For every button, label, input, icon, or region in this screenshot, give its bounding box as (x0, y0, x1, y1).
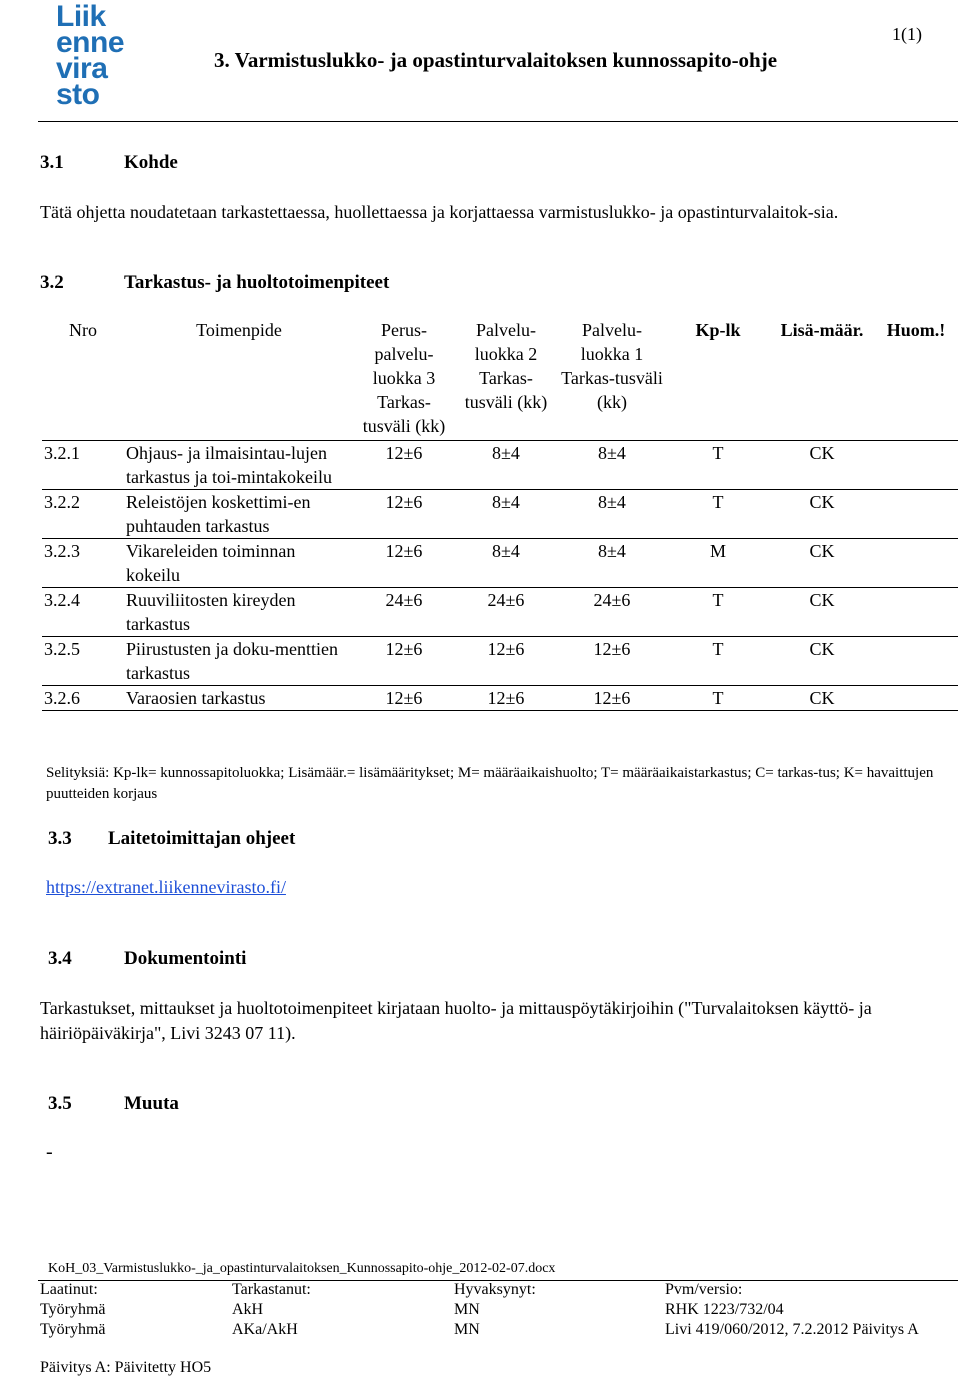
cell-huom (874, 637, 958, 686)
cell-lisa: CK (770, 539, 874, 588)
section-3-4-number: 3.4 (48, 948, 72, 969)
footer-r1-pvm: RHK 1223/732/04 (665, 1301, 784, 1318)
cell-nro: 3.2.1 (42, 441, 124, 490)
cell-lisa: CK (770, 637, 874, 686)
cell-toimenpide: Ruuviliitosten kireyden tarkastus (124, 588, 354, 637)
cell-nro: 3.2.4 (42, 588, 124, 637)
table-row (42, 686, 958, 711)
header-huom: Huom.! (874, 318, 958, 441)
header-pl3: Perus-palvelu-luokka 3 Tarkas-tusväli (kk) (354, 318, 454, 441)
cell-pl2: 12±6 (454, 637, 558, 686)
header-rule (38, 121, 958, 122)
cell-huom (874, 490, 958, 539)
cell-nro: 3.2.2 (42, 490, 124, 539)
header-lisa: Lisä-määr. (770, 318, 874, 441)
section-3-5-title: Muuta (124, 1093, 179, 1114)
logo-line-3: vira (56, 52, 108, 85)
footer-r1-laatinut: Työryhmä (40, 1301, 106, 1318)
header-nro: Nro (42, 318, 124, 441)
legend-text: Kp-lk= kunnossapitoluokka; Lisämäär.= lisämääritykset; M= määräaikaishuolto; T= määräaikaistarkastus; C= tarkas-tus; K= havaittujen puutteiden korjaus (46, 765, 934, 802)
cell-toimenpide: Piirustusten ja doku-menttien tarkastus (124, 637, 354, 686)
footer-r2-tarkastanut: AKa/AkH (232, 1321, 298, 1338)
footer-r1-tarkastanut: AkH (232, 1301, 264, 1318)
table-row (42, 637, 958, 686)
header-pl1: Palvelu-luokka 1 Tarkas-tusväli (kk) (558, 318, 666, 441)
cell-nro: 3.2.3 (42, 539, 124, 588)
cell-pl3: 12±6 (354, 637, 454, 686)
footer-r2-laatinut: Työryhmä (40, 1321, 106, 1338)
cell-pl1: 12±6 (558, 686, 666, 711)
footer-r2-pvm: Livi 419/060/2012, 7.2.2012 Päivitys A (665, 1321, 919, 1338)
section-3-2-number: 3.2 (40, 272, 64, 293)
section-3-1-title: Kohde (124, 152, 178, 173)
section-3-2-title: Tarkastus- ja huoltotoimenpiteet (124, 272, 390, 293)
cell-nro: 3.2.5 (42, 637, 124, 686)
section-3-3-title: Laitetoimittajan ohjeet (108, 828, 296, 849)
logo (56, 0, 156, 111)
legend-label: Selityksiä: (46, 765, 110, 781)
cell-huom (874, 588, 958, 637)
cell-kplk: T (666, 686, 770, 711)
page-number: 1(1) (892, 24, 922, 44)
footer-r2-hyvaksynyt: MN (454, 1321, 480, 1338)
cell-pl1: 8±4 (558, 539, 666, 588)
section-3-4-title: Dokumentointi (124, 948, 247, 969)
maintenance-table (42, 318, 958, 711)
cell-toimenpide: Releistöjen koskettimi-en puhtauden tarkastus (124, 490, 354, 539)
cell-pl2: 8±4 (454, 441, 558, 490)
header-toimenpide: Toimenpide (124, 318, 354, 441)
cell-pl1: 12±6 (558, 637, 666, 686)
cell-nro: 3.2.6 (42, 686, 124, 711)
cell-kplk: T (666, 490, 770, 539)
section-3-5-number: 3.5 (48, 1093, 72, 1114)
cell-lisa: CK (770, 441, 874, 490)
cell-pl2: 12±6 (454, 686, 558, 711)
footer-filename: KoH_03_Varmistuslukko-_ja_opastinturvalaitoksen_Kunnossapito-ohje_2012-02-07.docx (48, 1261, 556, 1276)
section-3-4-text: Tarkastukset, mittaukset ja huoltotoimenpiteet kirjataan huolto- ja mittauspöytäkirjoihin ("Turvalaitoksen käyttö- ja häiriöpäiväkirja", Livi 3243 07 11). (40, 998, 872, 1043)
cell-pl1: 8±4 (558, 441, 666, 490)
section-3-5-text: - (46, 1141, 53, 1163)
footer-update-note: Päivitys A: Päivitetty HO5 (40, 1359, 212, 1376)
extranet-link[interactable]: https://extranet.liikennevirasto.fi/ (46, 877, 286, 897)
cell-toimenpide: Ohjaus- ja ilmaisintau-lujen tarkastus ja toi-mintakokeilu (124, 441, 354, 490)
section-3-1-text: Tätä ohjetta noudatetaan tarkastettaessa, huollettaessa ja korjattaessa varmistuslukko- ja opastinturvalaitok-sia. (40, 202, 839, 222)
cell-kplk: T (666, 441, 770, 490)
cell-pl3: 12±6 (354, 441, 454, 490)
document-title: 3. Varmistuslukko- ja opastinturvalaitoksen kunnossapito-ohje (214, 48, 778, 72)
cell-pl1: 8±4 (558, 490, 666, 539)
cell-huom (874, 686, 958, 711)
header-kplk: Kp-lk (666, 318, 770, 441)
table-legend (46, 763, 946, 805)
footer-r1-hyvaksynyt: MN (454, 1301, 480, 1318)
footer-label-tarkastanut: Tarkastanut: (232, 1281, 311, 1298)
table-row (42, 441, 958, 490)
cell-kplk: M (666, 539, 770, 588)
table-row (42, 588, 958, 637)
cell-toimenpide: Vikareleiden toiminnan kokeilu (124, 539, 354, 588)
cell-kplk: T (666, 637, 770, 686)
cell-pl2: 8±4 (454, 490, 558, 539)
cell-lisa: CK (770, 686, 874, 711)
section-3-3-number: 3.3 (48, 828, 72, 849)
cell-lisa: CK (770, 490, 874, 539)
cell-huom (874, 539, 958, 588)
cell-pl2: 8±4 (454, 539, 558, 588)
table-row (42, 539, 958, 588)
table-row (42, 490, 958, 539)
cell-pl3: 12±6 (354, 686, 454, 711)
table-header-row (42, 318, 958, 441)
footer-label-laatinut: Laatinut: (40, 1281, 98, 1298)
cell-pl3: 12±6 (354, 539, 454, 588)
logo-line-2: enne (56, 26, 125, 59)
section-3-1-number: 3.1 (40, 152, 64, 173)
logo-line-1: Liik (56, 0, 106, 33)
footer-label-pvm: Pvm/versio: (665, 1281, 743, 1298)
cell-lisa: CK (770, 588, 874, 637)
footer-label-hyvaksynyt: Hyvaksynyt: (454, 1281, 536, 1298)
cell-toimenpide: Varaosien tarkastus (124, 686, 354, 711)
cell-huom (874, 441, 958, 490)
cell-pl1: 24±6 (558, 588, 666, 637)
cell-pl3: 12±6 (354, 490, 454, 539)
header-pl2: Palvelu-luokka 2 Tarkas-tusväli (kk) (454, 318, 558, 441)
logo-line-4: sto (56, 78, 100, 111)
cell-kplk: T (666, 588, 770, 637)
cell-pl2: 24±6 (454, 588, 558, 637)
cell-pl3: 24±6 (354, 588, 454, 637)
